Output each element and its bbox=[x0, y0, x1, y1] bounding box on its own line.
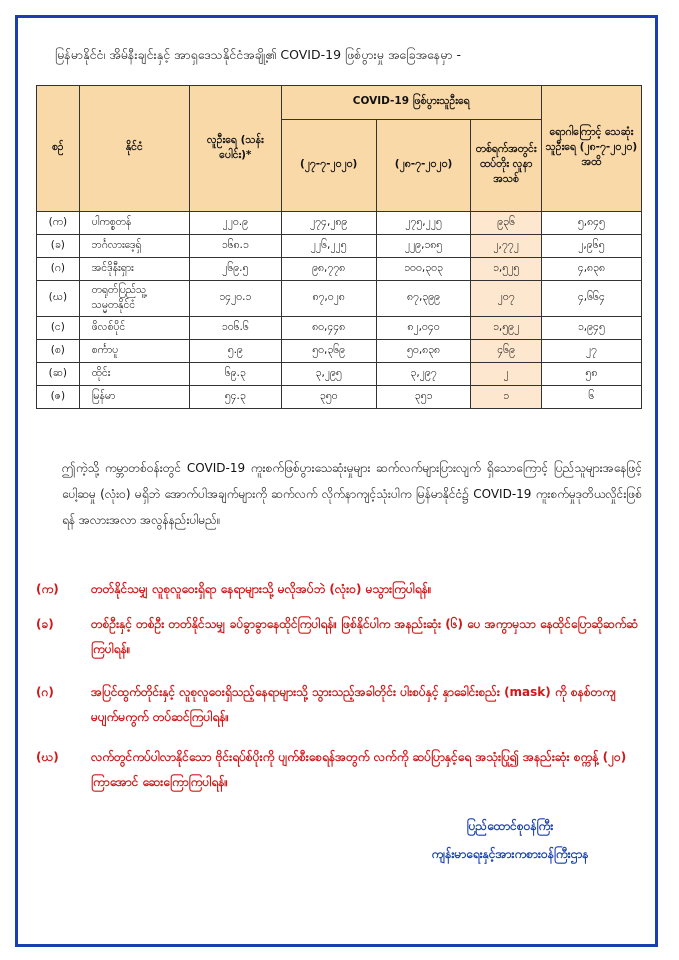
cell-new-cases: ၄၆၉ bbox=[471, 340, 541, 363]
cell-deaths: ၁,၉၄၅ bbox=[541, 317, 641, 340]
cell-new-cases: ၁,၅၂၅ bbox=[471, 258, 541, 281]
col-header-date2: (၂၈-၇-၂၀၂၀) bbox=[376, 120, 471, 212]
table-row bbox=[37, 363, 642, 386]
rule-item bbox=[36, 577, 642, 602]
table-row bbox=[37, 317, 642, 340]
cell-cases-date1: ၃၅၀ bbox=[281, 386, 376, 409]
cell-population: ၂၆၉.၅ bbox=[189, 258, 281, 281]
col-header-date1: (၂၇-၇-၂၀၂၀) bbox=[281, 120, 376, 212]
cell-deaths: ၄,၈၃၈ bbox=[541, 258, 641, 281]
rule-number: (က) bbox=[36, 582, 59, 596]
cell-population: ၂၂၀.၉ bbox=[189, 212, 281, 235]
cell-country: ထိုင်း bbox=[79, 363, 189, 386]
cell-deaths: ၆ bbox=[541, 386, 641, 409]
cell-country: မြန်မာ bbox=[79, 386, 189, 409]
cell-new-cases: ၉၃၆ bbox=[471, 212, 541, 235]
rule-number: (ဂ) bbox=[36, 685, 54, 699]
rule-text: လက်တွင်ကပ်ပါလာနိုင်သော ဗိုင်းရပ်စ်ပိုးကို ပျက်စီးစေရန်အတွက် လက်ကို ဆပ်ပြာနှင့်ရေ အသုံးပြု၍ အနည်းဆုံး စက္ကန့် (၂၀) ကြာအောင် ဆေးကြောကြပါရန်။ bbox=[91, 750, 627, 789]
cell-country: တရုတ်ပြည်သူ့ သမ္မတနိုင်ငံ bbox=[79, 281, 189, 317]
cell-new-cases: ၁ bbox=[471, 386, 541, 409]
rule-text: တတ်နိုင်သမျှ လူစုလူဝေးရှိရာ နေရာများသို့ မလိုအပ်ဘဲ (လုံး၀) မသွားကြပါရန်။ bbox=[91, 582, 432, 596]
col-header-population: လူဦးရေ (သန်းပေါင်း)* bbox=[189, 86, 281, 212]
cell-no: (စ) bbox=[37, 340, 80, 363]
cell-cases-date2: ၂၂၉,၁၈၅ bbox=[376, 235, 471, 258]
rule-number: (ခ) bbox=[36, 617, 54, 631]
col-header-daily: တစ်ရက်အတွင်း ထပ်တိုး လူနာအသစ် bbox=[471, 120, 541, 212]
cell-no: (ဃ) bbox=[37, 281, 80, 317]
cell-cases-date1: ၉၈,၇၇၈ bbox=[281, 258, 376, 281]
cell-population: ၆၉.၃ bbox=[189, 363, 281, 386]
rule-text: တစ်ဦးနှင့် တစ်ဦး တတ်နိုင်သမျှ ခပ်ခွာခွာနေထိုင်ကြပါရန်။ ဖြစ်နိုင်ပါက အနည်းဆုံး (၆) ပေ အကွာမှသာ နေထိုင်ပြောဆိုဆက်ဆံကြပါရန်။ bbox=[91, 617, 639, 656]
rule-number: (ဃ) bbox=[36, 750, 59, 764]
rule-item bbox=[36, 745, 642, 795]
document-heading: မြန်မာနိုင်ငံ၊ အိမ်နီးချင်းနှင့် အာရှဒေသနိုင်ငံအချို့၏ COVID-19 ဖြစ်ပွားမှု အခြေအနေမှာ - bbox=[55, 47, 461, 62]
cell-cases-date1: ၈၀,၄၄၈ bbox=[281, 317, 376, 340]
cell-cases-date1: ၂၂၆,၂၂၅ bbox=[281, 235, 376, 258]
signature-title: ပြည်ထောင်စုဝန်ကြီး bbox=[466, 819, 554, 833]
col-header-no: စဉ် bbox=[37, 86, 80, 212]
col-header-cases-group: COVID-19 ဖြစ်ပွားသူဦးရေ bbox=[281, 86, 541, 120]
signature-ministry: ကျန်းမာရေးနှင့်အားကစားဝန်ကြီးဌာန bbox=[431, 847, 589, 861]
rule-item bbox=[36, 680, 642, 730]
rule-item bbox=[36, 612, 642, 662]
cell-cases-date2: ၃,၂၉၇ bbox=[376, 363, 471, 386]
cell-country: ဖိလစ်ပိုင် bbox=[79, 317, 189, 340]
cell-country: အင်ဒိုနီးရှား bbox=[79, 258, 189, 281]
table-row bbox=[37, 258, 642, 281]
col-header-deaths: ရောဂါကြောင့် သေဆုံးသူဦးရေ (၂၈-၇-၂၀၂၀) အထိ bbox=[541, 86, 641, 212]
cell-population: ၅၄.၃ bbox=[189, 386, 281, 409]
cell-population: ၁၄၂၀.၁ bbox=[189, 281, 281, 317]
cell-cases-date1: ၈၇,၀၂၈ bbox=[281, 281, 376, 317]
cell-new-cases: ၂,၇၇၂ bbox=[471, 235, 541, 258]
cell-new-cases: ၂ bbox=[471, 363, 541, 386]
table-row bbox=[37, 340, 642, 363]
cell-cases-date2: ၈၇,၃၉၉ bbox=[376, 281, 471, 317]
cell-new-cases: ၂၀၇ bbox=[471, 281, 541, 317]
cell-country: ဘင်္ဂလားဒေ့ရှ် bbox=[79, 235, 189, 258]
cell-deaths: ၅,၈၄၅ bbox=[541, 212, 641, 235]
cell-population: ၁၀၆.၆ bbox=[189, 317, 281, 340]
cell-cases-date2: ၈၂,၀၄၀ bbox=[376, 317, 471, 340]
table-row bbox=[37, 235, 642, 258]
table-row bbox=[37, 212, 642, 235]
cell-cases-date1: ၃,၂၉၅ bbox=[281, 363, 376, 386]
cell-population: ၅.၉ bbox=[189, 340, 281, 363]
cell-cases-date1: ၂၇၄,၂၈၉ bbox=[281, 212, 376, 235]
cell-no: (က) bbox=[37, 212, 80, 235]
cell-cases-date2: ၃၅၁ bbox=[376, 386, 471, 409]
cell-country: စင်္ကာပူ bbox=[79, 340, 189, 363]
table-row bbox=[37, 386, 642, 409]
cell-deaths: ၂၇ bbox=[541, 340, 641, 363]
cell-deaths: ၅၈ bbox=[541, 363, 641, 386]
cell-deaths: ၄,၆၆၄ bbox=[541, 281, 641, 317]
cell-deaths: ၂,၉၆၅ bbox=[541, 235, 641, 258]
cell-cases-date2: ၁၀၀,၃၀၃ bbox=[376, 258, 471, 281]
covid-table bbox=[36, 85, 642, 409]
cell-cases-date2: ၅၀,၈၃၈ bbox=[376, 340, 471, 363]
cell-population: ၁၆၈.၁ bbox=[189, 235, 281, 258]
cell-no: (ဂ) bbox=[37, 258, 80, 281]
cell-cases-date1: ၅၀,၃၆၉ bbox=[281, 340, 376, 363]
cell-cases-date2: ၂၇၅,၂၂၅ bbox=[376, 212, 471, 235]
col-header-country: နိုင်ငံ bbox=[79, 86, 189, 212]
body-paragraph: ဤကဲ့သို့ ကမ္ဘာတစ်ဝန်းတွင် COVID-19 ကူးစက်ဖြစ်ပွားသေဆုံးမှုများ ဆက်လက်များပြားလျက် ရှိသောကြောင့် ပြည်သူများအနေဖြင့် ပေါ့ဆမှု (လုံး၀) မရှိဘဲ အောက်ပါအချက်များကို ဆက်လက် လိုက်နာကျင့်သုံးပါက မြန်မာနိုင်ငံ၌ COVID-19 ကူးစက်မှုဒုတိယလှိုင်းဖြစ်ရန် အလားအလာ အလွန်နည်းပါမည်။ bbox=[62, 461, 642, 527]
table-row bbox=[37, 281, 642, 317]
cell-no: (ခ) bbox=[37, 235, 80, 258]
rule-text: အပြင်ထွက်တိုင်းနှင့် လူစုလူဝေးရှိသည့်နေရာများသို့ သွားသည့်အခါတိုင်း ပါးစပ်နှင့် နှာခေါင်းစည်း (mask) ကို စနစ်တကျ မပျက်မကွက် တပ်ဆင်ကြပါရန်။ bbox=[91, 685, 616, 724]
cell-country: ပါကစ္စတန် bbox=[79, 212, 189, 235]
cell-no: (ဇ) bbox=[37, 386, 80, 409]
cell-new-cases: ၁,၅၉၂ bbox=[471, 317, 541, 340]
cell-no: (ဆ) bbox=[37, 363, 80, 386]
cell-no: (င) bbox=[37, 317, 80, 340]
